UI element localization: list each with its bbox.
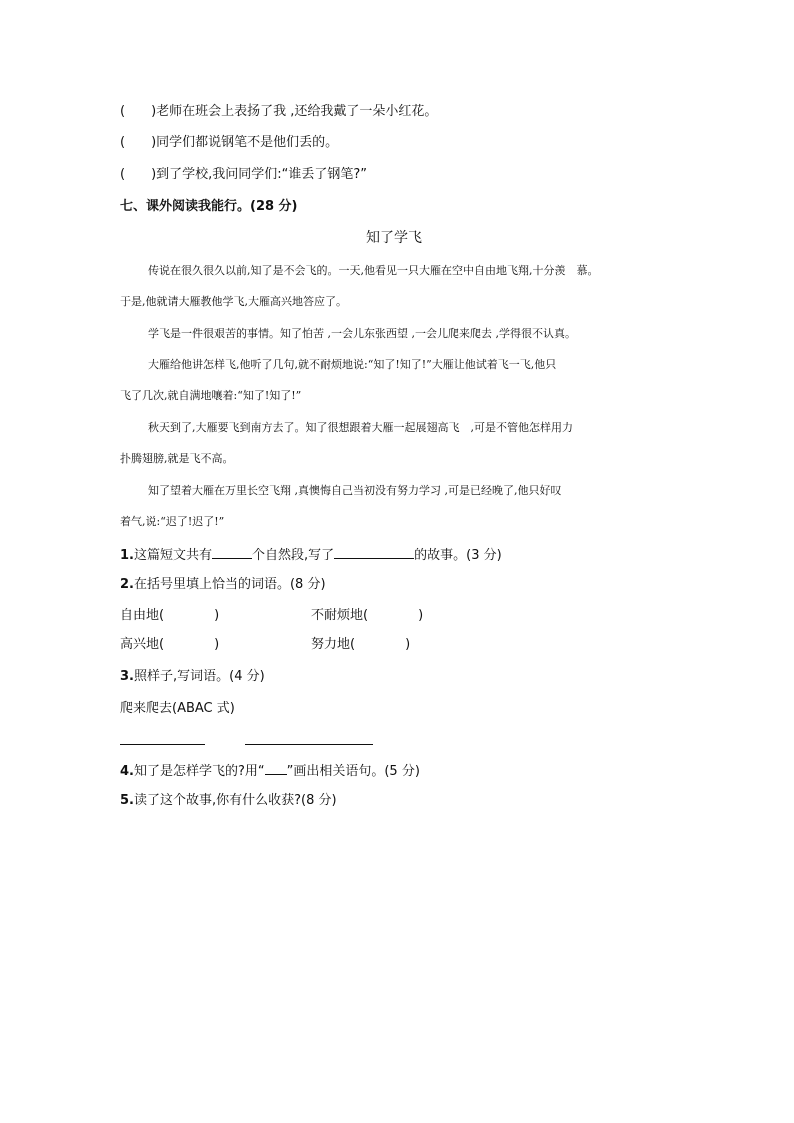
question-4: 4.知了是怎样学飞的?用“ ”画出相关语句。(5 分) (120, 761, 420, 781)
story-line: 扑腾翅膀,就是飞不高。 (120, 452, 234, 465)
story-title: 知了学飞 (366, 230, 422, 246)
word-fill-2[interactable]: 不耐烦地( ) (311, 608, 424, 623)
question-1: 1.这篇短文共有 个自然段,写了 的故事。(3 分) (120, 545, 502, 565)
story-line: 知了望着大雁在万里长空飞翔 ,真懊悔自己当初没有努力学习 ,可是已经晚了,他只好叹 (148, 484, 562, 497)
story-line: 大雁给他讲怎样飞,他听了几句,就不耐烦地说:“知了!知了!”大雁让他试着飞一飞,他只 (148, 358, 557, 371)
word-fill-3[interactable]: 高兴地( ) (120, 637, 220, 652)
story-line: 传说在很久很久以前,知了是不会飞的。一天,他看见一只大雁在空中自由地飞翔,十分羡 慕。 (148, 264, 599, 277)
sentence-text: 到了学校,我问同学们:“谁丢了钢笔?” (156, 167, 368, 182)
story-line: 飞了几次,就自满地嚷着:“知了!知了!” (120, 389, 302, 402)
answer-line[interactable] (245, 744, 373, 745)
story-line: 学飞是一件很艰苦的事情。知了怕苦 ,一会儿东张西望 ,一会儿爬来爬去 ,学得很不认真。 (148, 327, 576, 340)
sentence-item-3: ( )到了学校,我问同学们:“谁丢了钢笔?” (120, 167, 368, 182)
sentence-text: 同学们都说钢笔不是他们丢的。 (156, 135, 339, 150)
section-heading: 七、课外阅读我能行。(28 分) (120, 199, 298, 214)
sentence-text: 老师在班会上表扬了我 ,还给我戴了一朵小红花。 (156, 104, 438, 119)
question-2: 2.在括号里填上恰当的词语。(8 分) (120, 577, 326, 592)
story-line: 秋天到了,大雁要飞到南方去了。知了很想跟着大雁一起展翅高飞 ,可是不管他怎样用力 (148, 421, 573, 434)
question-3: 3.照样子,写词语。(4 分) (120, 669, 265, 684)
answer-blank[interactable] (212, 545, 252, 559)
sentence-item-2: ( )同学们都说钢笔不是他们丢的。 (120, 135, 339, 150)
answer-line[interactable] (120, 744, 205, 745)
question-5: 5.读了这个故事,你有什么收获?(8 分) (120, 793, 337, 808)
example-word: 爬来爬去(ABAC 式) (120, 701, 235, 716)
sentence-item-1: ( )老师在班会上表扬了我 ,还给我戴了一朵小红花。 (120, 104, 438, 119)
answer-blank[interactable] (334, 545, 414, 559)
story-line: 着气,说:“迟了!迟了!” (120, 515, 225, 528)
word-fill-1[interactable]: 自由地( ) (120, 608, 220, 623)
word-fill-4[interactable]: 努力地( ) (311, 637, 411, 652)
story-line: 于是,他就请大雁教他学飞,大雁高兴地答应了。 (120, 295, 347, 308)
underline-sample (265, 761, 287, 775)
